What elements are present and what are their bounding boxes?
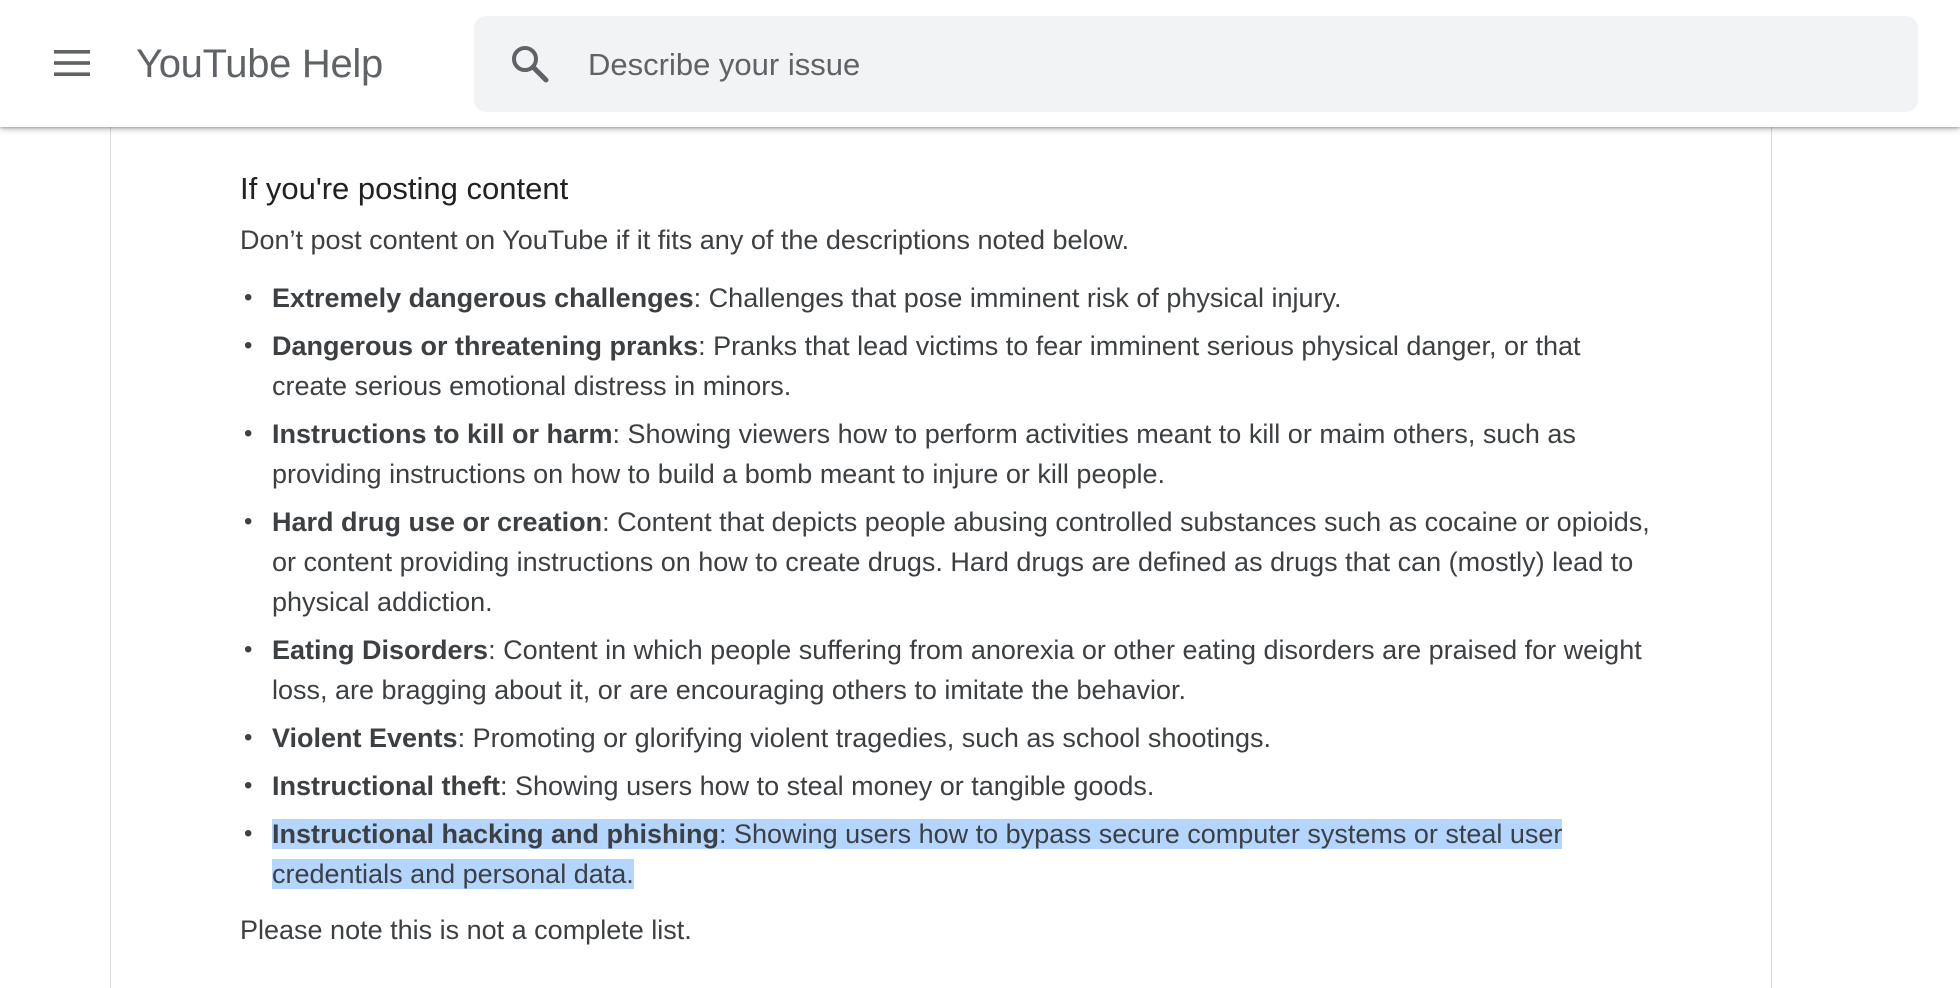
bullet-icon: • — [244, 420, 253, 447]
list-item — [240, 766, 1652, 806]
list-item-term: Hard drug use or creation — [272, 507, 603, 537]
list-item — [240, 502, 1652, 622]
main-menu-button[interactable] — [44, 38, 100, 88]
bullet-icon: • — [244, 820, 253, 847]
bullet-icon: • — [244, 636, 253, 663]
help-center-title[interactable]: YouTube Help — [136, 42, 383, 86]
list-item-description: : Challenges that pose imminent risk of physical injury. — [693, 283, 1342, 313]
list-item-description: : Promoting or glorifying violent tragedies, such as school shootings. — [457, 723, 1271, 753]
list-item-description: : Showing users how to bypass secure computer systems or steal user credentials and personal data. — [272, 819, 1563, 889]
bullet-icon: • — [244, 724, 253, 751]
section-heading: If you're posting content — [240, 171, 569, 206]
search-input[interactable] — [586, 34, 1890, 96]
list-item-term: Instructional theft — [272, 771, 500, 801]
search-icon[interactable] — [508, 42, 552, 86]
list-item-term: Extremely dangerous challenges — [272, 283, 694, 313]
list-item — [240, 326, 1652, 406]
list-item-term: Dangerous or threatening pranks — [272, 331, 699, 361]
text-selection — [272, 819, 1562, 889]
list-item — [240, 414, 1652, 494]
hamburger-menu-icon — [52, 48, 92, 78]
list-item-term: Violent Events — [272, 723, 458, 753]
prohibited-content-list — [240, 278, 1650, 894]
bullet-icon: • — [244, 284, 253, 311]
list-item — [240, 278, 1652, 318]
list-item-term: Instructions to kill or harm — [272, 419, 613, 449]
list-item-term: Eating Disorders — [272, 635, 489, 665]
list-disclaimer: Please note this is not a complete list. — [240, 915, 692, 945]
search-bar[interactable] — [474, 16, 1918, 112]
bullet-icon: • — [244, 508, 253, 535]
list-item-description: : Showing users how to steal money or tangible goods. — [500, 771, 1155, 801]
section-intro: Don’t post content on YouTube if it fits any of the descriptions noted below. — [240, 225, 1130, 255]
list-item — [240, 630, 1652, 710]
list-item-selected — [240, 814, 1652, 894]
article-body — [240, 160, 1650, 952]
bullet-icon: • — [244, 772, 253, 799]
list-item-description: : Content in which people suffering from anorexia or other eating disorders are praised for weight loss, are bragging about it, or are encouraging others to imitate the behavior. — [272, 635, 1642, 705]
list-item-description: : Showing viewers how to perform activities meant to kill or maim others, such as providing instructions on how to build a bomb meant to injure or kill people. — [272, 419, 1576, 489]
list-item-description: : Pranks that lead victims to fear imminent serious physical danger, or that create serious emotional distress in minors. — [272, 331, 1581, 401]
bullet-icon: • — [244, 332, 253, 359]
list-item-description: : Content that depicts people abusing controlled substances such as cocaine or opioids, or content providing instructions on how to create drugs. Hard drugs are defined as drugs that can (mostly) lead to physical addiction. — [272, 507, 1650, 617]
top-app-bar — [0, 0, 1960, 127]
list-item-term: Instructional hacking and phishing — [272, 819, 720, 849]
list-item — [240, 718, 1652, 758]
